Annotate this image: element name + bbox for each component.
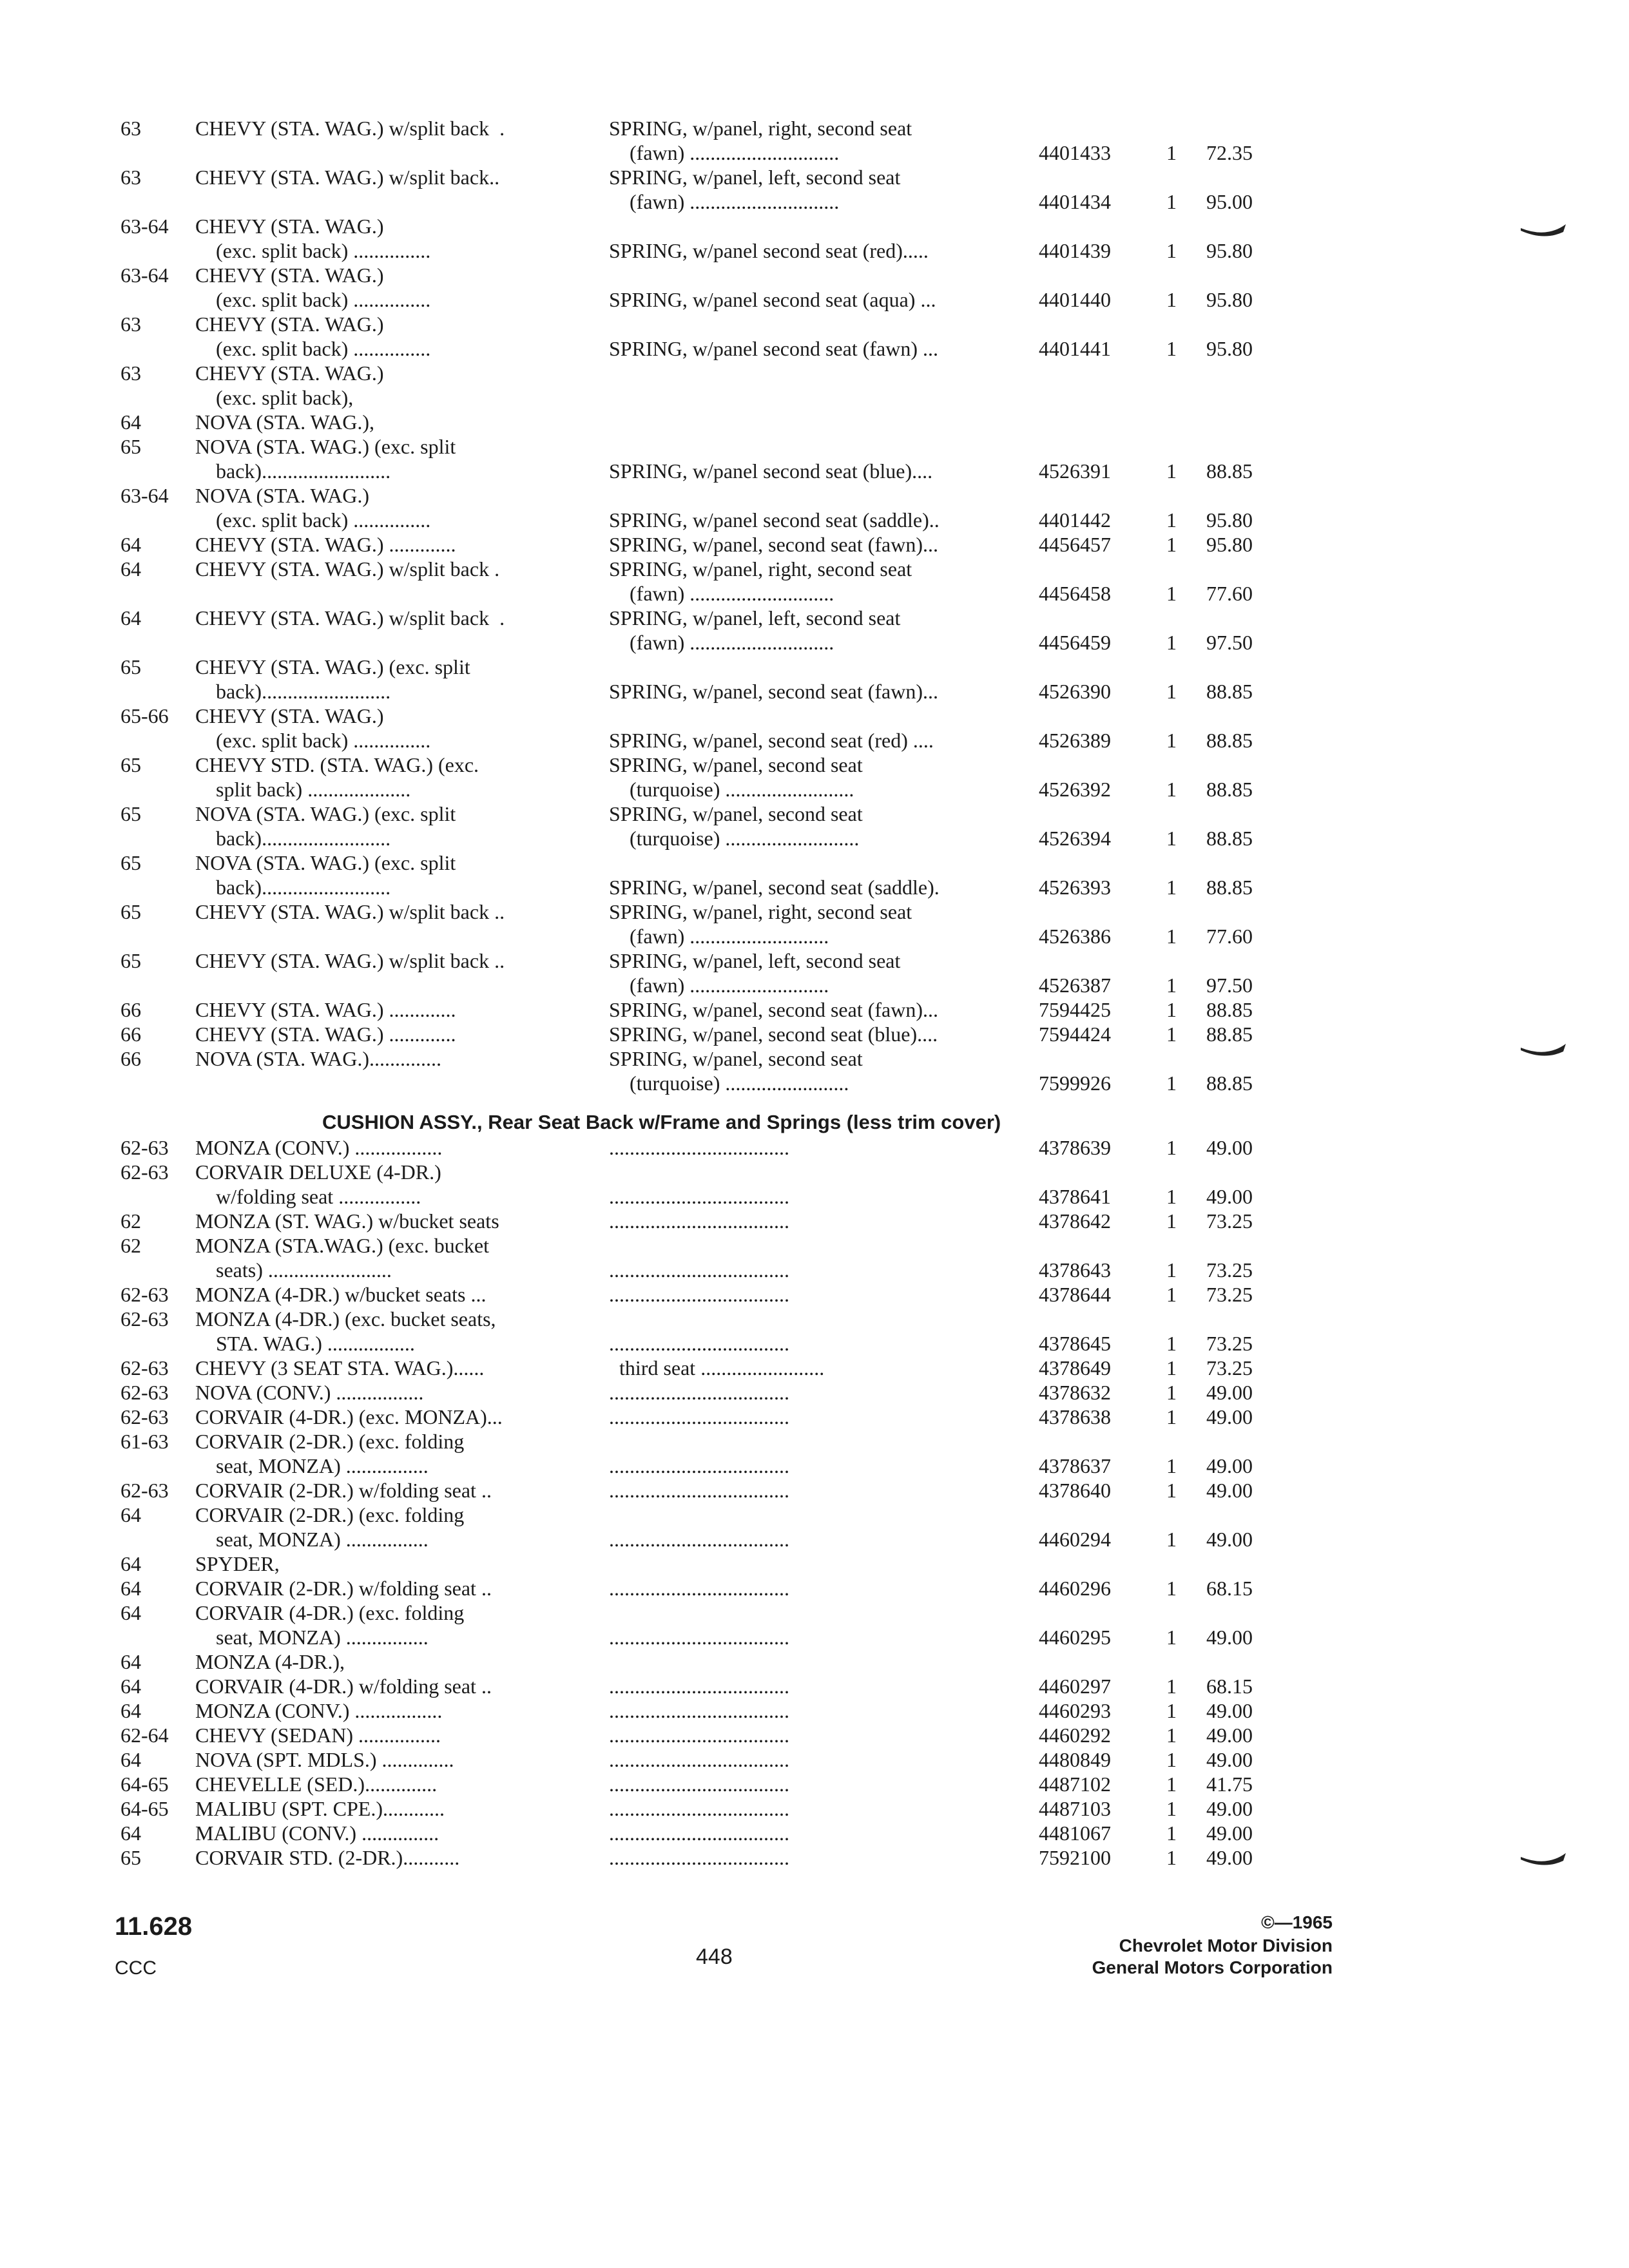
cushion-row-quantity: 1 <box>1166 1699 1177 1722</box>
spring-row-quantity: 1 <box>1166 1023 1177 1046</box>
cushion-row-part-number: 4378649 <box>1039 1356 1111 1379</box>
cushion-row-part-description: ................................... <box>609 1381 789 1404</box>
cushion-row-list-price: 68.15 <box>1206 1577 1253 1600</box>
spring-row-part-number: 4526386 <box>1039 925 1111 948</box>
spring-row-vehicle-model: CHEVY (STA. WAG.) ............. <box>195 998 456 1021</box>
cushion-row-vehicle-model: CHEVY (3 SEAT STA. WAG.)...... <box>195 1356 485 1379</box>
cushion-row-vehicle-model: NOVA (SPT. MDLS.) .............. <box>195 1748 454 1771</box>
cushion-row-vehicle-model: MONZA (4-DR.) w/bucket seats ... <box>195 1283 487 1306</box>
spring-row-quantity: 1 <box>1166 631 1177 654</box>
cushion-row-vehicle-model: CHEVY (SEDAN) ................ <box>195 1724 441 1747</box>
spring-row-list-price: 88.85 <box>1206 680 1253 703</box>
spring-row-vehicle-model: NOVA (STA. WAG.) (exc. split <box>195 802 456 825</box>
spring-row-vehicle-model: CHEVY (STA. WAG.) (exc. split <box>195 655 470 678</box>
spring-row-vehicle-model: NOVA (STA. WAG.) (exc. split <box>195 851 456 874</box>
cushion-row-vehicle-model: MONZA (STA.WAG.) (exc. bucket <box>195 1234 489 1257</box>
cushion-row-quantity: 1 <box>1166 1185 1177 1208</box>
cushion-row-vehicle-model: MONZA (4-DR.) (exc. bucket seats, <box>195 1307 496 1331</box>
spring-row-vehicle-model: CHEVY (STA. WAG.) ............. <box>195 1023 456 1046</box>
spring-row-vehicle-model: CHEVY (STA. WAG.) <box>195 704 384 727</box>
spring-row-part-number: 4456458 <box>1039 582 1111 605</box>
cushion-row-part-description: ................................... <box>609 1283 789 1306</box>
spring-row-list-price: 95.80 <box>1206 337 1253 360</box>
cushion-row-part-description: ................................... <box>609 1699 789 1722</box>
spring-row-part-description: (turquoise) ........................ <box>609 1072 849 1095</box>
spring-row-quantity: 1 <box>1166 337 1177 360</box>
spring-row-vehicle-model: CHEVY (STA. WAG.) w/split back.. <box>195 166 500 189</box>
cushion-row-part-description: third seat ........................ <box>609 1356 825 1379</box>
cushion-row-quantity: 1 <box>1166 1724 1177 1747</box>
cushion-row-model-year: 62-63 <box>120 1381 169 1404</box>
binding-mark <box>1521 1044 1566 1059</box>
spring-row-part-description: SPRING, w/panel, second seat <box>609 1047 863 1070</box>
cushion-row-part-number: 4378637 <box>1039 1454 1111 1477</box>
spring-row-quantity: 1 <box>1166 974 1177 997</box>
binding-mark <box>1521 1853 1566 1869</box>
cushion-row-list-price: 49.00 <box>1206 1136 1253 1159</box>
cushion-row-part-number: 4481067 <box>1039 1821 1111 1845</box>
cushion-row-model-year: 62 <box>120 1234 141 1257</box>
section-title: CUSHION ASSY., Rear Seat Back w/Frame and Springs (less trim cover) <box>322 1111 1001 1133</box>
spring-row-part-number: 4401434 <box>1039 190 1111 213</box>
spring-row-model-year: 66 <box>120 998 141 1021</box>
spring-row-part-description: SPRING, w/panel, right, second seat <box>609 117 912 140</box>
spring-row-part-description: SPRING, w/panel, second seat (blue).... <box>609 1023 938 1046</box>
cushion-row-part-description: ................................... <box>609 1773 789 1796</box>
cushion-row-part-description: ................................... <box>609 1479 789 1502</box>
spring-row-vehicle-model: NOVA (STA. WAG.), <box>195 410 375 434</box>
cushion-row-part-number: 4378638 <box>1039 1405 1111 1428</box>
cushion-row-quantity: 1 <box>1166 1258 1177 1282</box>
spring-row-part-description: SPRING, w/panel second seat (blue).... <box>609 459 933 483</box>
cushion-row-quantity: 1 <box>1166 1675 1177 1698</box>
cushion-row-list-price: 49.00 <box>1206 1528 1253 1551</box>
spring-row-part-number: 4401441 <box>1039 337 1111 360</box>
spring-row-part-number: 4401442 <box>1039 508 1111 532</box>
cushion-row-model-year: 61-63 <box>120 1430 169 1453</box>
cushion-row-list-price: 73.25 <box>1206 1332 1253 1355</box>
cushion-row-quantity: 1 <box>1166 1846 1177 1869</box>
spring-row-quantity: 1 <box>1166 876 1177 899</box>
cushion-row-part-number: 4378642 <box>1039 1209 1111 1233</box>
spring-row-vehicle-model: (exc. split back) ............... <box>195 508 431 532</box>
spring-row-part-description: SPRING, w/panel, second seat (fawn)... <box>609 998 938 1021</box>
spring-row-quantity: 1 <box>1166 190 1177 213</box>
spring-row-vehicle-model: CHEVY STD. (STA. WAG.) (exc. <box>195 753 479 776</box>
cushion-row-model-year: 64 <box>120 1577 141 1600</box>
spring-row-quantity: 1 <box>1166 239 1177 262</box>
spring-row-model-year: 65 <box>120 949 141 972</box>
spring-row-vehicle-model: CHEVY (STA. WAG.) w/split back .. <box>195 900 505 923</box>
spring-row-model-year: 65-66 <box>120 704 169 727</box>
spring-row-part-number: 4526389 <box>1039 729 1111 752</box>
cushion-row-part-number: 4487103 <box>1039 1797 1111 1820</box>
cushion-row-vehicle-model: CORVAIR DELUXE (4-DR.) <box>195 1160 441 1184</box>
cushion-row-vehicle-model: CORVAIR (2-DR.) (exc. folding <box>195 1430 465 1453</box>
spring-row-model-year: 64 <box>120 557 141 581</box>
cushion-row-part-number: 4378632 <box>1039 1381 1111 1404</box>
cushion-row-vehicle-model: seat, MONZA) ................ <box>195 1528 429 1551</box>
spring-row-quantity: 1 <box>1166 925 1177 948</box>
spring-row-part-description: SPRING, w/panel second seat (saddle).. <box>609 508 940 532</box>
spring-row-vehicle-model: back)......................... <box>195 876 391 899</box>
cushion-row-quantity: 1 <box>1166 1821 1177 1845</box>
corporation-line: General Motors Corporation <box>1092 1957 1333 1977</box>
spring-row-part-description: SPRING, w/panel, second seat <box>609 802 863 825</box>
spring-row-vehicle-model: CHEVY (STA. WAG.) <box>195 264 384 287</box>
spring-row-quantity: 1 <box>1166 533 1177 556</box>
spring-row-part-number: 4456459 <box>1039 631 1111 654</box>
cushion-row-quantity: 1 <box>1166 1283 1177 1306</box>
spring-row-part-description: SPRING, w/panel, second seat (red) .... <box>609 729 934 752</box>
cushion-row-part-description: ................................... <box>609 1405 789 1428</box>
spring-row-part-number: 7599926 <box>1039 1072 1111 1095</box>
spring-row-model-year: 63 <box>120 361 141 385</box>
cushion-row-model-year: 62-63 <box>120 1160 169 1184</box>
cushion-row-model-year: 64-65 <box>120 1773 169 1796</box>
cushion-row-list-price: 73.25 <box>1206 1209 1253 1233</box>
cushion-row-list-price: 49.00 <box>1206 1479 1253 1502</box>
spring-row-vehicle-model: CHEVY (STA. WAG.) w/split back .. <box>195 949 505 972</box>
cushion-row-model-year: 64 <box>120 1650 141 1673</box>
cushion-row-model-year: 64 <box>120 1675 141 1698</box>
spring-row-part-number: 4526393 <box>1039 876 1111 899</box>
cushion-row-part-description: ................................... <box>609 1185 789 1208</box>
cushion-row-quantity: 1 <box>1166 1748 1177 1771</box>
spring-row-list-price: 88.85 <box>1206 778 1253 801</box>
cushion-row-list-price: 68.15 <box>1206 1675 1253 1698</box>
spring-row-vehicle-model: CHEVY (STA. WAG.) w/split back . <box>195 606 505 629</box>
spring-row-quantity: 1 <box>1166 729 1177 752</box>
spring-row-part-description: (fawn) ............................ <box>609 631 834 654</box>
spring-row-part-description: SPRING, w/panel second seat (fawn) ... <box>609 337 938 360</box>
cushion-row-part-description: ................................... <box>609 1454 789 1477</box>
cushion-row-model-year: 62-64 <box>120 1724 169 1747</box>
spring-row-model-year: 65 <box>120 900 141 923</box>
cushion-row-vehicle-model: CORVAIR (4-DR.) (exc. folding <box>195 1601 465 1624</box>
cushion-row-vehicle-model: CORVAIR STD. (2-DR.)........... <box>195 1846 460 1869</box>
cushion-row-part-number: 4480849 <box>1039 1748 1111 1771</box>
spring-row-part-number: 4526391 <box>1039 459 1111 483</box>
spring-row-part-description: SPRING, w/panel, second seat (fawn)... <box>609 533 938 556</box>
cushion-row-part-number: 7592100 <box>1039 1846 1111 1869</box>
cushion-row-vehicle-model: SPYDER, <box>195 1552 280 1575</box>
cushion-row-model-year: 65 <box>120 1846 141 1869</box>
cushion-row-quantity: 1 <box>1166 1797 1177 1820</box>
spring-row-part-description: (fawn) ............................. <box>609 141 840 164</box>
cushion-row-vehicle-model: CORVAIR (2-DR.) w/folding seat .. <box>195 1479 492 1502</box>
page-number: 448 <box>696 1945 733 1969</box>
cushion-row-part-number: 4378645 <box>1039 1332 1111 1355</box>
cushion-row-part-number: 4460297 <box>1039 1675 1111 1698</box>
cushion-row-part-number: 4378640 <box>1039 1479 1111 1502</box>
cushion-row-vehicle-model: NOVA (CONV.) ................. <box>195 1381 424 1404</box>
spring-row-part-number: 4401439 <box>1039 239 1111 262</box>
spring-row-quantity: 1 <box>1166 288 1177 311</box>
spring-row-model-year: 63 <box>120 166 141 189</box>
cushion-row-list-price: 49.00 <box>1206 1724 1253 1747</box>
cushion-row-part-description: ................................... <box>609 1528 789 1551</box>
spring-row-vehicle-model: (exc. split back) ............... <box>195 239 431 262</box>
cushion-row-list-price: 41.75 <box>1206 1773 1253 1796</box>
spring-row-part-description: SPRING, w/panel, second seat (fawn)... <box>609 680 938 703</box>
spring-row-vehicle-model: split back) .................... <box>195 778 411 801</box>
spring-row-part-number: 7594424 <box>1039 1023 1111 1046</box>
cushion-row-part-number: 4460293 <box>1039 1699 1111 1722</box>
cushion-row-list-price: 49.00 <box>1206 1699 1253 1722</box>
spring-row-part-number: 4526390 <box>1039 680 1111 703</box>
cushion-row-list-price: 49.00 <box>1206 1846 1253 1869</box>
cushion-row-quantity: 1 <box>1166 1405 1177 1428</box>
spring-row-list-price: 88.85 <box>1206 729 1253 752</box>
spring-row-list-price: 95.80 <box>1206 508 1253 532</box>
cushion-row-list-price: 49.00 <box>1206 1454 1253 1477</box>
cushion-row-vehicle-model: CHEVELLE (SED.).............. <box>195 1773 438 1796</box>
cushion-row-vehicle-model: MALIBU (SPT. CPE.)............ <box>195 1797 445 1820</box>
cushion-row-model-year: 62-63 <box>120 1136 169 1159</box>
cushion-row-part-number: 4378643 <box>1039 1258 1111 1282</box>
spring-row-part-description: SPRING, w/panel, left, second seat <box>609 166 901 189</box>
spring-row-list-price: 95.80 <box>1206 533 1253 556</box>
spring-row-vehicle-model: CHEVY (STA. WAG.) w/split back . <box>195 557 500 581</box>
cushion-row-model-year: 62-63 <box>120 1356 169 1379</box>
cushion-row-model-year: 62 <box>120 1209 141 1233</box>
spring-row-part-description: SPRING, w/panel second seat (red)..... <box>609 239 929 262</box>
spring-row-vehicle-model: NOVA (STA. WAG.) (exc. split <box>195 435 456 458</box>
cushion-row-part-description: ................................... <box>609 1797 789 1820</box>
spring-row-part-number: 4456457 <box>1039 533 1111 556</box>
cushion-row-quantity: 1 <box>1166 1381 1177 1404</box>
cushion-row-vehicle-model: CORVAIR (2-DR.) w/folding seat .. <box>195 1577 492 1600</box>
spring-row-vehicle-model: back)......................... <box>195 459 391 483</box>
cushion-row-list-price: 49.00 <box>1206 1405 1253 1428</box>
cushion-row-vehicle-model: MONZA (CONV.) ................. <box>195 1136 443 1159</box>
cushion-row-list-price: 73.25 <box>1206 1356 1253 1379</box>
cushion-row-quantity: 1 <box>1166 1577 1177 1600</box>
spring-row-part-description: (fawn) ............................. <box>609 190 840 213</box>
spring-row-vehicle-model: CHEVY (STA. WAG.) <box>195 312 384 336</box>
spring-row-part-number: 4401433 <box>1039 141 1111 164</box>
spring-row-part-description: (fawn) ........................... <box>609 925 829 948</box>
division-line: Chevrolet Motor Division <box>1119 1936 1333 1956</box>
cushion-row-part-description: ................................... <box>609 1675 789 1698</box>
spring-row-vehicle-model: CHEVY (STA. WAG.) <box>195 215 384 238</box>
spring-row-model-year: 63 <box>120 117 141 140</box>
cushion-row-part-number: 4378641 <box>1039 1185 1111 1208</box>
spring-row-model-year: 63-64 <box>120 484 169 507</box>
spring-row-part-number: 7594425 <box>1039 998 1111 1021</box>
cushion-row-model-year: 64 <box>120 1821 141 1845</box>
cushion-row-list-price: 49.00 <box>1206 1821 1253 1845</box>
spring-row-list-price: 95.80 <box>1206 288 1253 311</box>
spring-row-vehicle-model: CHEVY (STA. WAG.) ............. <box>195 533 456 556</box>
spring-row-model-year: 64 <box>120 606 141 629</box>
spring-row-list-price: 88.85 <box>1206 998 1253 1021</box>
cushion-row-quantity: 1 <box>1166 1773 1177 1796</box>
cushion-row-list-price: 49.00 <box>1206 1797 1253 1820</box>
spring-row-quantity: 1 <box>1166 998 1177 1021</box>
cushion-row-quantity: 1 <box>1166 1209 1177 1233</box>
spring-row-list-price: 95.80 <box>1206 239 1253 262</box>
spring-row-model-year: 63 <box>120 312 141 336</box>
cushion-row-model-year: 64 <box>120 1552 141 1575</box>
spring-row-vehicle-model: (exc. split back), <box>195 386 354 409</box>
spring-row-quantity: 1 <box>1166 1072 1177 1095</box>
cushion-row-model-year: 64 <box>120 1601 141 1624</box>
cushion-row-part-description: ................................... <box>609 1821 789 1845</box>
spring-row-part-description: SPRING, w/panel, left, second seat <box>609 606 901 629</box>
cushion-row-part-description: ................................... <box>609 1748 789 1771</box>
spring-row-vehicle-model: CHEVY (STA. WAG.) <box>195 361 384 385</box>
cushion-row-part-description: ................................... <box>609 1136 789 1159</box>
cushion-row-model-year: 62-63 <box>120 1405 169 1428</box>
spring-row-vehicle-model: back)......................... <box>195 680 391 703</box>
spring-row-part-number: 4526392 <box>1039 778 1111 801</box>
spring-row-list-price: 72.35 <box>1206 141 1253 164</box>
spring-row-part-description: SPRING, w/panel, right, second seat <box>609 557 912 581</box>
cushion-row-quantity: 1 <box>1166 1136 1177 1159</box>
spring-row-part-description: (turquoise) ......................... <box>609 778 854 801</box>
spring-row-model-year: 65 <box>120 655 141 678</box>
spring-row-list-price: 77.60 <box>1206 925 1253 948</box>
spring-row-part-description: (turquoise) .......................... <box>609 827 860 850</box>
spring-row-vehicle-model: NOVA (STA. WAG.) <box>195 484 370 507</box>
spring-row-list-price: 88.85 <box>1206 876 1253 899</box>
cushion-row-model-year: 62-63 <box>120 1283 169 1306</box>
cushion-row-list-price: 49.00 <box>1206 1381 1253 1404</box>
cushion-row-vehicle-model: MALIBU (CONV.) ............... <box>195 1821 439 1845</box>
cushion-row-vehicle-model: seat, MONZA) ................ <box>195 1454 429 1477</box>
spring-row-part-number: 4526387 <box>1039 974 1111 997</box>
spring-row-list-price: 88.85 <box>1206 1023 1253 1046</box>
cushion-row-quantity: 1 <box>1166 1454 1177 1477</box>
spring-row-model-year: 64 <box>120 410 141 434</box>
cushion-row-model-year: 64 <box>120 1503 141 1526</box>
spring-row-quantity: 1 <box>1166 582 1177 605</box>
cushion-row-part-number: 4487102 <box>1039 1773 1111 1796</box>
page-code: 11.628 <box>115 1912 193 1941</box>
cushion-row-model-year: 62-63 <box>120 1479 169 1502</box>
spring-row-quantity: 1 <box>1166 680 1177 703</box>
cushion-row-model-year: 62-63 <box>120 1307 169 1331</box>
cushion-row-vehicle-model: MONZA (CONV.) ................. <box>195 1699 443 1722</box>
spring-row-list-price: 97.50 <box>1206 974 1253 997</box>
spring-row-list-price: 77.60 <box>1206 582 1253 605</box>
cushion-row-vehicle-model: w/folding seat ................ <box>195 1185 421 1208</box>
cushion-row-vehicle-model: STA. WAG.) ................. <box>195 1332 415 1355</box>
cushion-row-part-description: ................................... <box>609 1209 789 1233</box>
cushion-row-part-description: ................................... <box>609 1258 789 1282</box>
binding-mark <box>1521 224 1566 240</box>
spring-row-list-price: 88.85 <box>1206 1072 1253 1095</box>
cushion-row-part-number: 4460292 <box>1039 1724 1111 1747</box>
cushion-row-quantity: 1 <box>1166 1626 1177 1649</box>
spring-row-vehicle-model: CHEVY (STA. WAG.) w/split back . <box>195 117 505 140</box>
spring-row-model-year: 66 <box>120 1023 141 1046</box>
cushion-row-part-number: 4378639 <box>1039 1136 1111 1159</box>
spring-row-part-description: (fawn) ........................... <box>609 974 829 997</box>
cushion-row-vehicle-model: MONZA (4-DR.), <box>195 1650 345 1673</box>
cushion-row-list-price: 73.25 <box>1206 1258 1253 1282</box>
spring-row-part-description: SPRING, w/panel, left, second seat <box>609 949 901 972</box>
spring-row-quantity: 1 <box>1166 508 1177 532</box>
cushion-row-model-year: 64 <box>120 1748 141 1771</box>
cushion-row-part-number: 4460295 <box>1039 1626 1111 1649</box>
cushion-row-part-number: 4460294 <box>1039 1528 1111 1551</box>
spring-row-model-year: 65 <box>120 753 141 776</box>
spring-row-quantity: 1 <box>1166 778 1177 801</box>
spring-row-part-description: SPRING, w/panel, second seat <box>609 753 863 776</box>
cushion-row-quantity: 1 <box>1166 1356 1177 1379</box>
spring-row-vehicle-model: (exc. split back) ............... <box>195 729 431 752</box>
spring-row-list-price: 88.85 <box>1206 827 1253 850</box>
spring-row-list-price: 97.50 <box>1206 631 1253 654</box>
cushion-row-list-price: 49.00 <box>1206 1626 1253 1649</box>
spring-row-model-year: 66 <box>120 1047 141 1070</box>
cushion-row-vehicle-model: seat, MONZA) ................ <box>195 1626 429 1649</box>
page-subcode: CCC <box>115 1957 157 1979</box>
spring-row-model-year: 63-64 <box>120 215 169 238</box>
cushion-row-model-year: 64 <box>120 1699 141 1722</box>
cushion-row-vehicle-model: seats) ........................ <box>195 1258 392 1282</box>
spring-row-part-description: (fawn) ............................ <box>609 582 834 605</box>
cushion-row-part-description: ................................... <box>609 1626 789 1649</box>
copyright-line: ©—1965 <box>1261 1912 1333 1932</box>
cushion-row-list-price: 49.00 <box>1206 1185 1253 1208</box>
cushion-row-part-description: ................................... <box>609 1332 789 1355</box>
cushion-row-list-price: 73.25 <box>1206 1283 1253 1306</box>
spring-row-model-year: 65 <box>120 802 141 825</box>
spring-row-model-year: 65 <box>120 851 141 874</box>
cushion-row-quantity: 1 <box>1166 1332 1177 1355</box>
cushion-row-part-number: 4378644 <box>1039 1283 1111 1306</box>
cushion-row-quantity: 1 <box>1166 1528 1177 1551</box>
cushion-row-vehicle-model: CORVAIR (4-DR.) w/folding seat .. <box>195 1675 492 1698</box>
spring-row-list-price: 95.00 <box>1206 190 1253 213</box>
cushion-row-vehicle-model: CORVAIR (4-DR.) (exc. MONZA)... <box>195 1405 503 1428</box>
spring-row-part-description: SPRING, w/panel second seat (aqua) ... <box>609 288 936 311</box>
cushion-row-part-description: ................................... <box>609 1577 789 1600</box>
cushion-row-part-number: 4460296 <box>1039 1577 1111 1600</box>
cushion-row-model-year: 64-65 <box>120 1797 169 1820</box>
spring-row-list-price: 88.85 <box>1206 459 1253 483</box>
cushion-row-vehicle-model: MONZA (ST. WAG.) w/bucket seats <box>195 1209 499 1233</box>
spring-row-vehicle-model: (exc. split back) ............... <box>195 337 431 360</box>
spring-row-part-description: SPRING, w/panel, right, second seat <box>609 900 912 923</box>
spring-row-vehicle-model: NOVA (STA. WAG.).............. <box>195 1047 442 1070</box>
spring-row-quantity: 1 <box>1166 141 1177 164</box>
spring-row-vehicle-model: (exc. split back) ............... <box>195 288 431 311</box>
spring-row-vehicle-model: back)......................... <box>195 827 391 850</box>
spring-row-model-year: 63-64 <box>120 264 169 287</box>
cushion-row-part-description: ................................... <box>609 1724 789 1747</box>
spring-row-part-description: SPRING, w/panel, second seat (saddle). <box>609 876 940 899</box>
cushion-row-part-description: ................................... <box>609 1846 789 1869</box>
cushion-row-quantity: 1 <box>1166 1479 1177 1502</box>
cushion-row-list-price: 49.00 <box>1206 1748 1253 1771</box>
spring-row-quantity: 1 <box>1166 827 1177 850</box>
spring-row-model-year: 64 <box>120 533 141 556</box>
spring-row-part-number: 4401440 <box>1039 288 1111 311</box>
cushion-row-vehicle-model: CORVAIR (2-DR.) (exc. folding <box>195 1503 465 1526</box>
spring-row-quantity: 1 <box>1166 459 1177 483</box>
spring-row-part-number: 4526394 <box>1039 827 1111 850</box>
spring-row-model-year: 65 <box>120 435 141 458</box>
